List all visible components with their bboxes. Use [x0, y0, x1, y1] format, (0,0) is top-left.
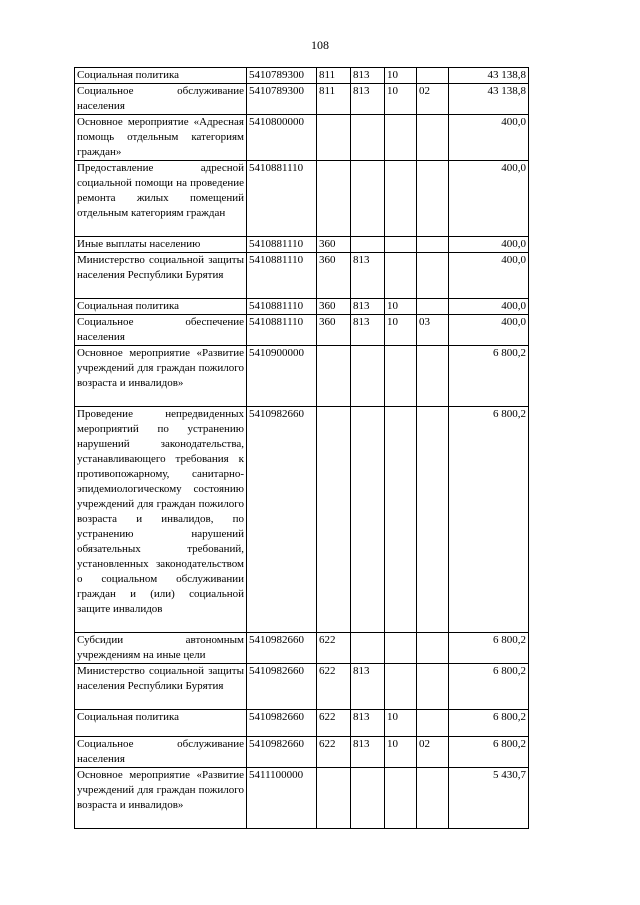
row-pr	[417, 161, 449, 237]
row-code: 5410881110	[247, 315, 317, 346]
row-amount: 400,0	[449, 237, 529, 253]
row-gr: 813	[351, 737, 385, 768]
row-gr: 813	[351, 253, 385, 299]
page-number: 108	[311, 38, 329, 52]
row-amount: 43 138,8	[449, 84, 529, 115]
table-row	[75, 407, 529, 633]
row-pr	[417, 768, 449, 829]
row-code: 5410881110	[247, 237, 317, 253]
row-name: Социальное обслуживание населения	[75, 84, 247, 115]
row-name: Социальная политика	[75, 68, 247, 84]
row-gr: 813	[351, 664, 385, 710]
row-gr	[351, 161, 385, 237]
row-code: 5410900000	[247, 346, 317, 407]
row-pr	[417, 633, 449, 664]
row-pr	[417, 299, 449, 315]
row-vr	[317, 115, 351, 161]
row-rz	[385, 633, 417, 664]
table-row	[75, 84, 529, 115]
row-name: Проведение непредвиденных мероприятий по устранению нарушений законодательства, устанавливающего требования к противопожарному, санитарно-эпидемиологическому состоянию учреждений для граждан пожилого возраста и инвалидов, по устранению нарушений обязательных требований, установленных законодательством о социальном обслуживании граждан и (или) социальной защите инвалидов	[75, 407, 247, 633]
row-pr	[417, 664, 449, 710]
row-vr: 622	[317, 710, 351, 737]
table-row	[75, 633, 529, 664]
row-amount: 400,0	[449, 115, 529, 161]
row-amount: 43 138,8	[449, 68, 529, 84]
row-name: Министерство социальной защиты населения Республики Бурятия	[75, 253, 247, 299]
row-vr	[317, 768, 351, 829]
row-amount: 6 800,2	[449, 633, 529, 664]
row-pr	[417, 237, 449, 253]
row-vr: 622	[317, 737, 351, 768]
row-code: 5410789300	[247, 84, 317, 115]
row-code: 5410881110	[247, 253, 317, 299]
budget-table	[74, 67, 529, 829]
row-vr: 360	[317, 315, 351, 346]
row-gr	[351, 768, 385, 829]
table-row	[75, 115, 529, 161]
row-vr: 360	[317, 299, 351, 315]
row-code: 5411100000	[247, 768, 317, 829]
row-rz: 10	[385, 68, 417, 84]
row-code: 5410982660	[247, 664, 317, 710]
row-gr	[351, 237, 385, 253]
row-vr	[317, 346, 351, 407]
row-gr: 813	[351, 299, 385, 315]
table-row	[75, 346, 529, 407]
row-code: 5410789300	[247, 68, 317, 84]
row-amount: 5 430,7	[449, 768, 529, 829]
row-rz	[385, 115, 417, 161]
row-vr: 622	[317, 633, 351, 664]
row-pr	[417, 407, 449, 633]
row-name: Социальная политика	[75, 710, 247, 737]
row-amount: 400,0	[449, 253, 529, 299]
row-code: 5410982660	[247, 633, 317, 664]
row-rz: 10	[385, 299, 417, 315]
row-rz	[385, 237, 417, 253]
table-row	[75, 315, 529, 346]
row-code: 5410881110	[247, 299, 317, 315]
row-amount: 6 800,2	[449, 737, 529, 768]
row-gr: 813	[351, 710, 385, 737]
table-row	[75, 253, 529, 299]
row-name: Иные выплаты населению	[75, 237, 247, 253]
row-rz	[385, 253, 417, 299]
row-rz: 10	[385, 710, 417, 737]
row-rz: 10	[385, 84, 417, 115]
row-pr	[417, 68, 449, 84]
table-row	[75, 68, 529, 84]
row-rz: 10	[385, 737, 417, 768]
row-name: Социальное обеспечение населения	[75, 315, 247, 346]
row-gr: 813	[351, 315, 385, 346]
row-vr: 622	[317, 664, 351, 710]
row-vr: 360	[317, 237, 351, 253]
row-gr: 813	[351, 68, 385, 84]
table-row	[75, 664, 529, 710]
row-pr	[417, 115, 449, 161]
row-name: Субсидии автономным учреждениям на иные цели	[75, 633, 247, 664]
row-gr	[351, 633, 385, 664]
row-name: Основное мероприятие «Развитие учреждений для граждан пожилого возраста и инвалидов»	[75, 346, 247, 407]
row-code: 5410982660	[247, 407, 317, 633]
row-name: Социальное обслуживание населения	[75, 737, 247, 768]
row-amount: 6 800,2	[449, 710, 529, 737]
row-gr: 813	[351, 84, 385, 115]
row-amount: 400,0	[449, 299, 529, 315]
row-gr	[351, 115, 385, 161]
table-row	[75, 299, 529, 315]
row-name: Предоставление адресной социальной помощи на проведение ремонта жилых помещений отдельным категориям граждан	[75, 161, 247, 237]
row-code: 5410800000	[247, 115, 317, 161]
table-row	[75, 710, 529, 737]
row-name: Социальная политика	[75, 299, 247, 315]
row-amount: 6 800,2	[449, 407, 529, 633]
table-row	[75, 237, 529, 253]
row-gr	[351, 346, 385, 407]
row-amount: 6 800,2	[449, 346, 529, 407]
row-rz	[385, 161, 417, 237]
row-pr: 02	[417, 737, 449, 768]
row-rz: 10	[385, 315, 417, 346]
row-rz	[385, 407, 417, 633]
row-vr: 811	[317, 84, 351, 115]
row-amount: 6 800,2	[449, 664, 529, 710]
row-vr: 360	[317, 253, 351, 299]
table-row	[75, 737, 529, 768]
row-rz	[385, 346, 417, 407]
row-name: Основное мероприятие «Развитие учреждений для граждан пожилого возраста и инвалидов»	[75, 768, 247, 829]
row-vr: 811	[317, 68, 351, 84]
row-gr	[351, 407, 385, 633]
row-vr	[317, 407, 351, 633]
row-pr	[417, 346, 449, 407]
row-name: Министерство социальной защиты населения Республики Бурятия	[75, 664, 247, 710]
row-pr	[417, 253, 449, 299]
row-rz	[385, 664, 417, 710]
table-row	[75, 768, 529, 829]
row-pr: 02	[417, 84, 449, 115]
row-amount: 400,0	[449, 161, 529, 237]
row-name: Основное мероприятие «Адресная помощь отдельным категориям граждан»	[75, 115, 247, 161]
row-amount: 400,0	[449, 315, 529, 346]
row-pr	[417, 710, 449, 737]
row-code: 5410982660	[247, 710, 317, 737]
row-vr	[317, 161, 351, 237]
table-row	[75, 161, 529, 237]
row-pr: 03	[417, 315, 449, 346]
row-rz	[385, 768, 417, 829]
row-code: 5410982660	[247, 737, 317, 768]
row-code: 5410881110	[247, 161, 317, 237]
